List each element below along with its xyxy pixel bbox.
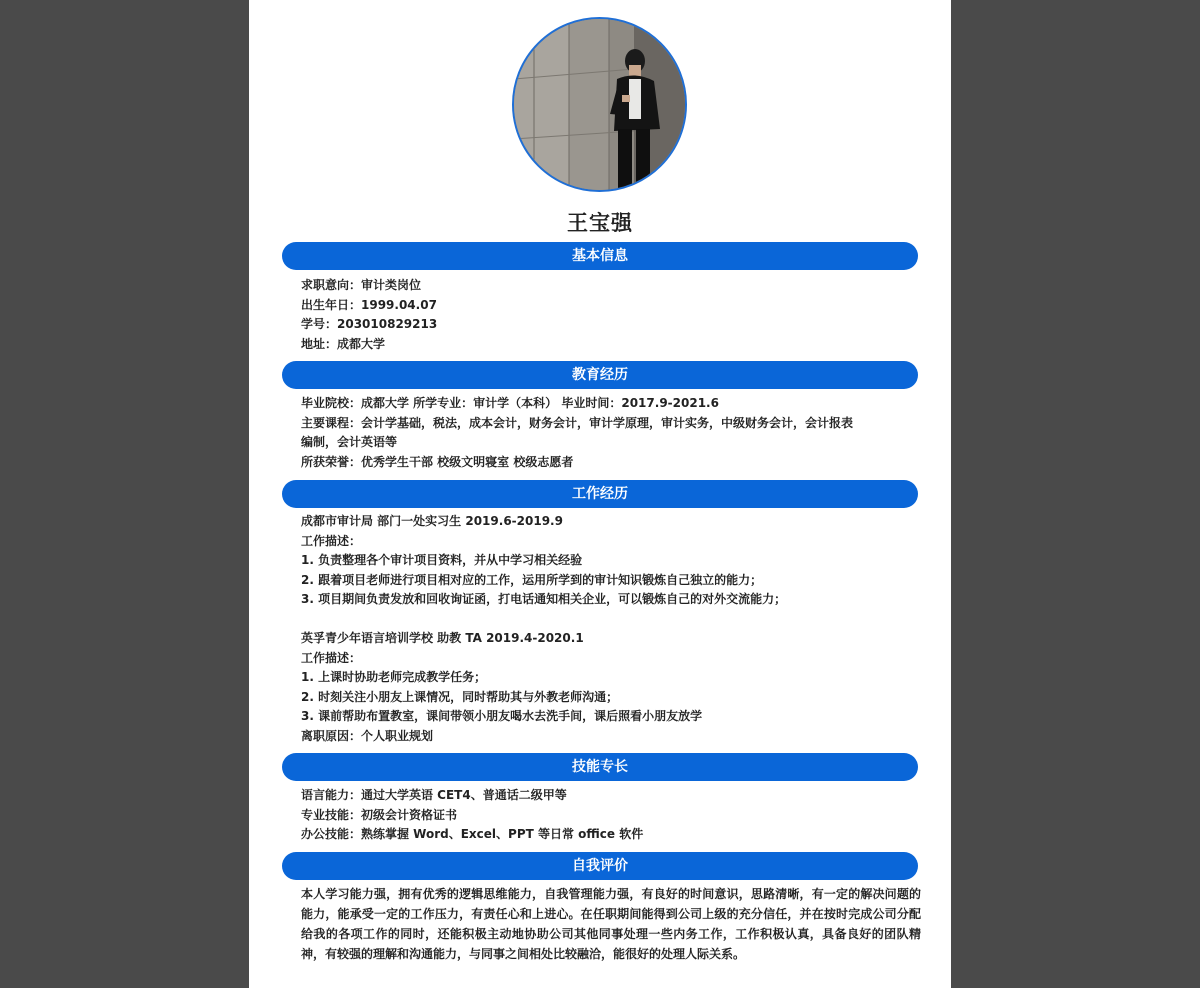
basic-info-line: 求职意向：审计类岗位 <box>301 278 422 292</box>
work-line: 离职原因：个人职业规划 <box>301 728 434 743</box>
work-line: 2. 跟着项目老师进行项目相对应的工作，运用所学到的审计知识锻炼自己独立的能力； <box>301 572 763 587</box>
work-line: 成都市审计局 部门一处实习生 2019.6-2019.9 <box>301 514 563 528</box>
section-header-basic-info: 基本信息 <box>282 242 918 270</box>
education-line: 所获荣誉：优秀学生干部 校级文明寝室 校级志愿者 <box>301 454 574 469</box>
skills-line: 专业技能：初级会计资格证书 <box>301 807 458 822</box>
skills-line: 办公技能：熟练掌握 Word、Excel、PPT 等日常 office 软件 <box>301 827 644 841</box>
person-photo-icon <box>514 19 685 190</box>
work-line: 3. 课前帮助布置教室，课间带领小朋友喝水去洗手间，课后照看小朋友放学 <box>301 709 703 723</box>
section-header-self-evaluation: 自我评价 <box>282 852 918 880</box>
skills-line: 语言能力：通过大学英语 CET4、普通话二级甲等 <box>301 788 567 802</box>
education-list <box>301 394 901 472</box>
spacer <box>301 610 901 630</box>
section-header-skills: 技能专长 <box>282 753 918 781</box>
profile-photo <box>512 17 687 192</box>
work-line: 工作描述： <box>301 650 362 665</box>
work-list <box>301 512 901 746</box>
basic-info-line: 学号：203010829213 <box>301 317 438 331</box>
work-line: 英孚青少年语言培训学校 助教 TA 2019.4-2020.1 <box>301 631 584 645</box>
candidate-name: 王宝强 <box>567 211 633 235</box>
education-line: 主要课程：会计学基础，税法，成本会计，财务会计，审计学原理，审计实务，中级财务会计，会计报表 <box>301 415 854 430</box>
education-line: 毕业院校：成都大学 所学专业：审计学（本科） 毕业时间：2017.9-2021.6 <box>301 396 719 410</box>
basic-info-line: 出生年日：1999.04.07 <box>301 297 437 312</box>
section-header-work: 工作经历 <box>282 480 918 508</box>
work-line: 工作描述： <box>301 533 362 548</box>
work-line: 3. 项目期间负责发放和回收询证函，打电话通知相关企业，可以锻炼自己的对外交流能力； <box>301 592 787 606</box>
section-header-education: 教育经历 <box>282 361 918 389</box>
work-line: 1. 负责整理各个审计项目资料，并从中学习相关经验 <box>301 553 583 567</box>
resume-page <box>249 0 951 988</box>
work-line: 1. 上课时协助老师完成教学任务； <box>301 670 487 684</box>
self-evaluation-text: 本人学习能力强，拥有优秀的逻辑思维能力，自我管理能力强，有良好的时间意识，思路清晰，有一定的解决问题的能力，能承受一定的工作压力，有责任心和上进心。在任职期间能得到公司上级的充分信任，并在按时完成公司分配给我的各项工作的同时，还能积极主动地协助公司其他同事处理一些内务工作，工作积极认真，具备良好的团队精神，有较强的理解和沟通能力，与同事之间相处比较融洽，能很好的处理人际关系。 <box>301 887 921 961</box>
work-line: 2. 时刻关注小朋友上课情况，同时帮助其与外教老师沟通； <box>301 689 619 704</box>
education-line: 编制，会计英语等 <box>301 435 398 449</box>
skills-list <box>301 786 901 845</box>
basic-info-line: 地址：成都大学 <box>301 336 386 351</box>
basic-info-list <box>301 276 901 354</box>
